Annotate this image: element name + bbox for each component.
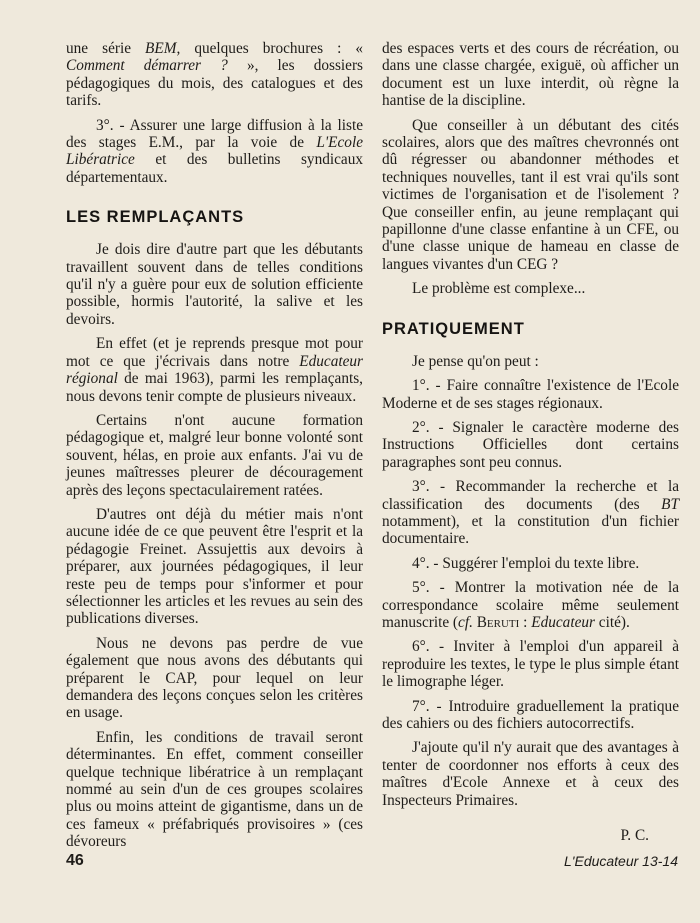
text-run-smallcaps: Beruti bbox=[476, 613, 520, 631]
paragraph bbox=[66, 335, 363, 405]
paragraph: Je pense qu'on peut : bbox=[412, 352, 539, 370]
paragraph: des espaces verts et des cours de récréation, ou dans une classe chargée, exiguë, où afficher un document est un luxe interdit, où règne la hantise de la discipline. bbox=[382, 40, 679, 110]
paragraph: D'autres ont déjà du métier mais n'ont aucune idée de ce que peuvent être l'esprit et la pédagogie Freinet. Assujettis aux devoirs à préparer, aux journées pédagogiques, il leur reste peu de temps pour s'informer et pour sélectionner les articles et les revues au sein des publications diverses. bbox=[66, 505, 363, 628]
list-item: 1°. - Faire connaître l'existence de l'Ecole Moderne et de ses stages régionaux. bbox=[382, 377, 679, 412]
text-run-italic: Educateur régional bbox=[66, 352, 363, 388]
text-run-italic: Educateur bbox=[531, 613, 595, 631]
text-run: En effet (et je reprends presque mot pour mot ce que j'écrivais dans notre bbox=[66, 335, 363, 370]
text-run: notamment), et la constitution d'un fichier documentaire. bbox=[382, 512, 679, 548]
text-run: une série bbox=[66, 40, 146, 57]
list-item: 6°. - Inviter à l'emploi d'un appareil à reproduire les textes, le type le plus simple étant le limographe léger. bbox=[382, 638, 679, 691]
text-run-italic: BEM, bbox=[145, 40, 181, 57]
text-run: et des bulletins syndicaux départementaux. bbox=[66, 151, 363, 186]
paragraph: Je dois dire d'autre part que les débutants travaillent souvent dans de telles conditions qu'il n'y a guère pour eux de solution efficiente possible, hormis l'autorité, la salive et les devoirs. bbox=[66, 241, 363, 328]
paragraph bbox=[66, 40, 363, 110]
text-run: quelques brochures : « bbox=[180, 40, 363, 57]
text-run: 3°. - Recommander la recherche et la classification des documents (des bbox=[382, 478, 679, 513]
right-column bbox=[382, 40, 679, 845]
publication-name: L'Educateur 13-14 bbox=[564, 853, 678, 869]
text-run: 5°. - Montrer la motivation née de la correspondance scolaire même seulement manuscrite ( bbox=[382, 579, 679, 631]
text-run: », les dossiers pédagogiques du mois, des catalogues et des tarifs. bbox=[66, 57, 363, 110]
left-column bbox=[66, 40, 363, 858]
text-run-italic: Comment démarrer ? bbox=[66, 57, 228, 75]
list-item bbox=[382, 478, 679, 548]
paragraph bbox=[66, 117, 363, 187]
section-heading: LES REMPLAÇANTS bbox=[66, 208, 245, 227]
paragraph: Le problème est complexe... bbox=[412, 280, 586, 298]
text-run: cité). bbox=[594, 613, 630, 631]
list-item: 7°. - Introduire graduellement la pratique des cahiers ou des fichiers autocorrectifs. bbox=[382, 697, 679, 732]
text-run-italic: L'Ecole Libératrice bbox=[66, 134, 363, 169]
list-item bbox=[382, 579, 679, 631]
section-heading: PRATIQUEMENT bbox=[382, 319, 525, 338]
paragraph: Nous ne devons pas perdre de vue également que nous avons des débutants qui préparent le CAP, pour lequel on leur demandera des leçons conçues selon les critères en usage. bbox=[66, 634, 363, 722]
list-item: 4°. - Suggérer l'emploi du texte libre. bbox=[412, 554, 640, 572]
text-run: de mai 1963), parmi les remplaçants, nous devons tenir compte de plusieurs niveaux. bbox=[66, 370, 363, 405]
text-run-italic: cf. bbox=[458, 613, 473, 631]
text-run-italic: BT bbox=[661, 495, 679, 513]
text-run: 3°. - Assurer une large diffusion à la liste des stages E.M., par la voie de bbox=[66, 116, 363, 152]
page-number: 46 bbox=[66, 852, 84, 869]
list-item: 2°. - Signaler le caractère moderne des Instructions Officielles dont certains paragraphes sont peu connus. bbox=[382, 418, 679, 471]
text-run: : bbox=[519, 613, 532, 631]
paragraph: J'ajoute qu'il n'y aurait que des avantages à tenter de coordonner nos efforts à ceux des maîtres d'Ecole Annexe et à ceux des Inspecteurs Primaires. bbox=[382, 739, 679, 809]
paragraph: Enfin, les conditions de travail seront déterminantes. En effet, comment conseiller quelque technique libératrice à un remplaçant nommé au sein d'un de ces groupes scolaires plus ou moins atteint de gigantisme, dans un de ces fameux « préfabriqués provisoires » (ces dévoreurs bbox=[66, 728, 363, 851]
author-signature: P. C. bbox=[620, 827, 649, 845]
paragraph: Que conseiller à un débutant des cités scolaires, alors que des maîtres chevronnés ont dû régresser ou abandonner méthodes et techniques nouvelles, tant il est vrai qu'ils sont victimes de l'organisation et de l'isolement ? Que conseiller enfin, au jeune remplaçant qui papillonne d'une classe enfantine à un CFE, ou d'une classe unique de hameau en classe de langues vivantes d'un CEG ? bbox=[382, 116, 679, 273]
paragraph: Certains n'ont aucune formation pédagogique et, malgré leur bonne volonté sont souvent, hélas, en proie aux enfants. J'ai vu de jeunes maîtresses pleurer de découragement après des leçons spectaculairement ratées. bbox=[66, 411, 363, 499]
